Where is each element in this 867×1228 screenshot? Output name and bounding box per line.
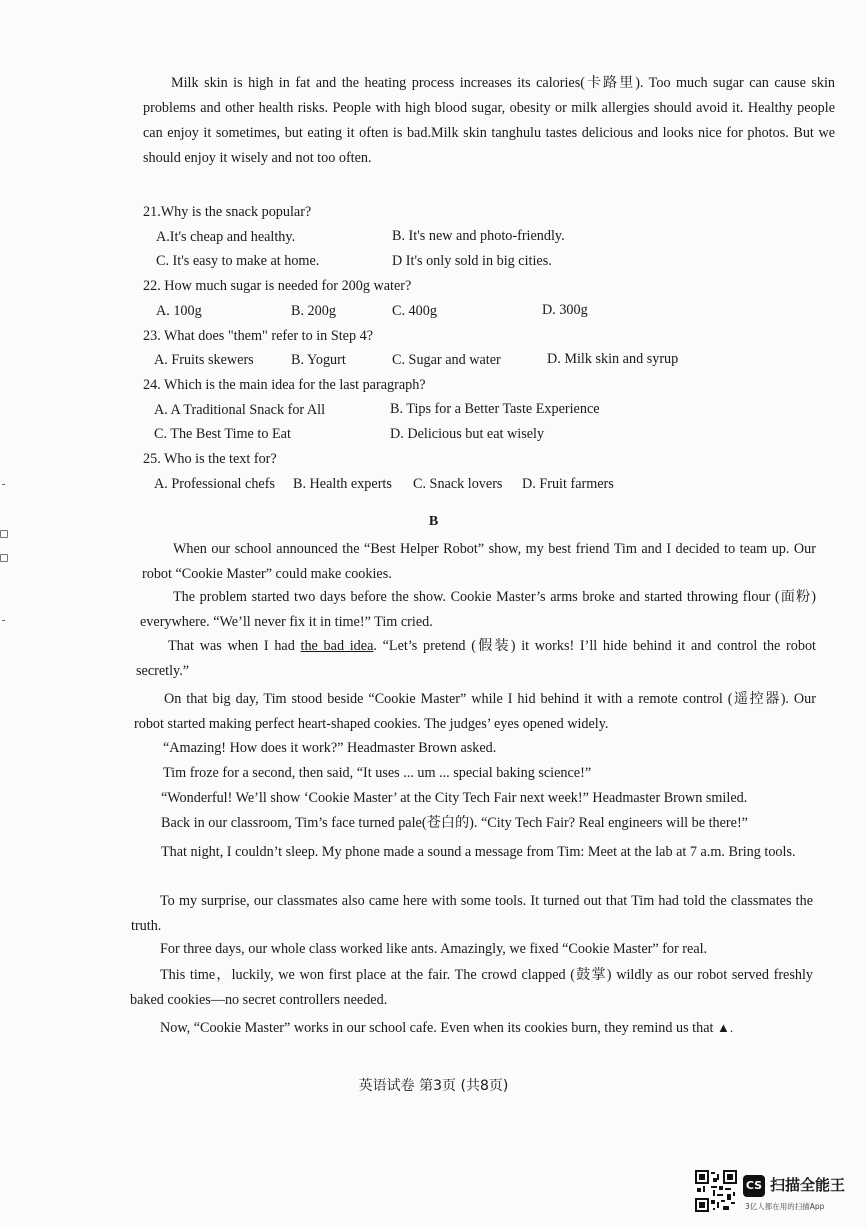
answer-blank-marker: ▲. <box>717 1020 734 1035</box>
story-paragraph-13 <box>160 1015 820 1041</box>
story-paragraph-3-end: . “Let’s pretend (假装) it works! I’ll hide behind it and control the robot secretly.” <box>136 638 817 679</box>
scanner-watermark <box>695 1170 855 1215</box>
question-24-option-c: C. The Best Time to Eat <box>154 426 291 442</box>
question-23-option-b: B. Yogurt <box>291 352 346 368</box>
camscanner-logo-icon: CS <box>743 1175 765 1197</box>
qr-code-icon <box>695 1170 737 1212</box>
question-23-stem: 23. What does "them" refer to in Step 4? <box>143 328 373 344</box>
story-paragraph-3-start: That was when I had <box>168 638 301 654</box>
story-paragraph-3 <box>136 634 816 684</box>
story-paragraph-13-text: Now, “Cookie Master” works in our school cafe. Even when its cookies burn, they remind us that <box>160 1020 714 1036</box>
story-paragraph-9: That night, I couldn’t sleep. My phone made a sound a message from Tim: Meet at the lab at 7 a.m. Bring tools. <box>161 844 796 860</box>
question-21-option-c: C. It's easy to make at home. <box>156 253 320 269</box>
story-paragraph-11: For three days, our whole class worked like ants. Amazingly, we fixed “Cookie Master” for real. <box>160 941 708 957</box>
section-b-title: B <box>428 514 439 529</box>
question-21-option-b: B. It's new and photo-friendly. <box>392 228 565 244</box>
story-paragraph-6: Tim froze for a second, then said, “It uses ... um ... special baking science!” <box>163 765 592 781</box>
story-paragraph-10: To my surprise, our classmates also came here with some tools. It turned out that Tim had told the classmates the truth. <box>131 893 813 934</box>
question-25-option-c: C. Snack lovers <box>413 476 503 492</box>
camscanner-slogan: 3亿人都在用的扫描App <box>745 1202 825 1211</box>
question-24-option-d: D. Delicious but eat wisely <box>390 426 545 442</box>
story-paragraph-2: The problem started two days before the show. Cookie Master’s arms broke and started throwing flour (面粉) everywhere. “We’ll never fix it in time!” Tim cried. <box>140 589 816 630</box>
question-25-option-b: B. Health experts <box>293 476 392 492</box>
question-22-option-a: A. 100g <box>156 303 202 319</box>
question-22-option-d: D. 300g <box>542 302 588 318</box>
question-23-option-a: A. Fruits skewers <box>154 352 254 368</box>
intro-paragraph: Milk skin is high in fat and the heating process increases its calories(卡路里). Too much sugar can cause skin problems and other health risks. People with high blood sugar, obesity or milk allergies should avoid it. Healthy people can enjoy it sometimes, but eating it often is bad.Milk skin tanghulu tastes delicious and looks nice for photos. But we should enjoy it wisely and not too often. <box>143 75 835 166</box>
story-paragraph-7: “Wonderful! We’ll show ‘Cookie Master’ at the City Tech Fair next week!” Headmaster Brown smiled. <box>161 790 748 806</box>
question-24-option-a: A. A Traditional Snack for All <box>154 402 326 418</box>
question-24-stem: 24. Which is the main idea for the last paragraph? <box>143 377 426 393</box>
question-22-stem: 22. How much sugar is needed for 200g water? <box>143 278 412 294</box>
question-25-option-a: A. Professional chefs <box>154 476 275 492</box>
question-22-option-c: C. 400g <box>392 303 437 319</box>
question-21-option-d: D It's only sold in big cities. <box>392 253 552 269</box>
story-paragraph-1: When our school announced the “Best Helper Robot” show, my best friend Tim and I decided to team up. Our robot “Cookie Master” could make cookies. <box>142 541 816 582</box>
story-paragraph-4: On that big day, Tim stood beside “Cookie Master” while I hid behind it with a remote control (遥控器). Our robot started making perfect heart-shaped cookies. The judges’ eyes opened widely. <box>134 691 816 732</box>
question-25-stem: 25. Who is the text for? <box>143 451 277 467</box>
question-21-option-a: A.It's cheap and healthy. <box>156 229 296 245</box>
question-23-option-c: C. Sugar and water <box>392 352 501 368</box>
question-24-option-b: B. Tips for a Better Taste Experience <box>390 401 600 417</box>
story-paragraph-5: “Amazing! How does it work?” Headmaster Brown asked. <box>163 740 497 756</box>
question-21-stem: 21.Why is the snack popular? <box>143 204 312 220</box>
bad-idea-underlined: the bad idea <box>300 638 374 654</box>
question-22-option-b: B. 200g <box>291 303 336 319</box>
camscanner-app-name: 扫描全能王 <box>770 1176 846 1194</box>
question-25-option-d: D. Fruit farmers <box>522 476 614 492</box>
question-23-option-d: D. Milk skin and syrup <box>547 351 679 367</box>
story-paragraph-8: Back in our classroom, Tim’s face turned pale(苍白的). “City Tech Fair? Real engineers will be there!” <box>161 815 748 831</box>
story-paragraph-12: This time，luckily, we won first place at the fair. The crowd clapped (鼓掌) wildly as our robot served freshly baked cookies—no secret controllers needed. <box>130 967 813 1008</box>
page-footer: 英语试卷 第3页 (共8页) <box>358 1078 509 1094</box>
